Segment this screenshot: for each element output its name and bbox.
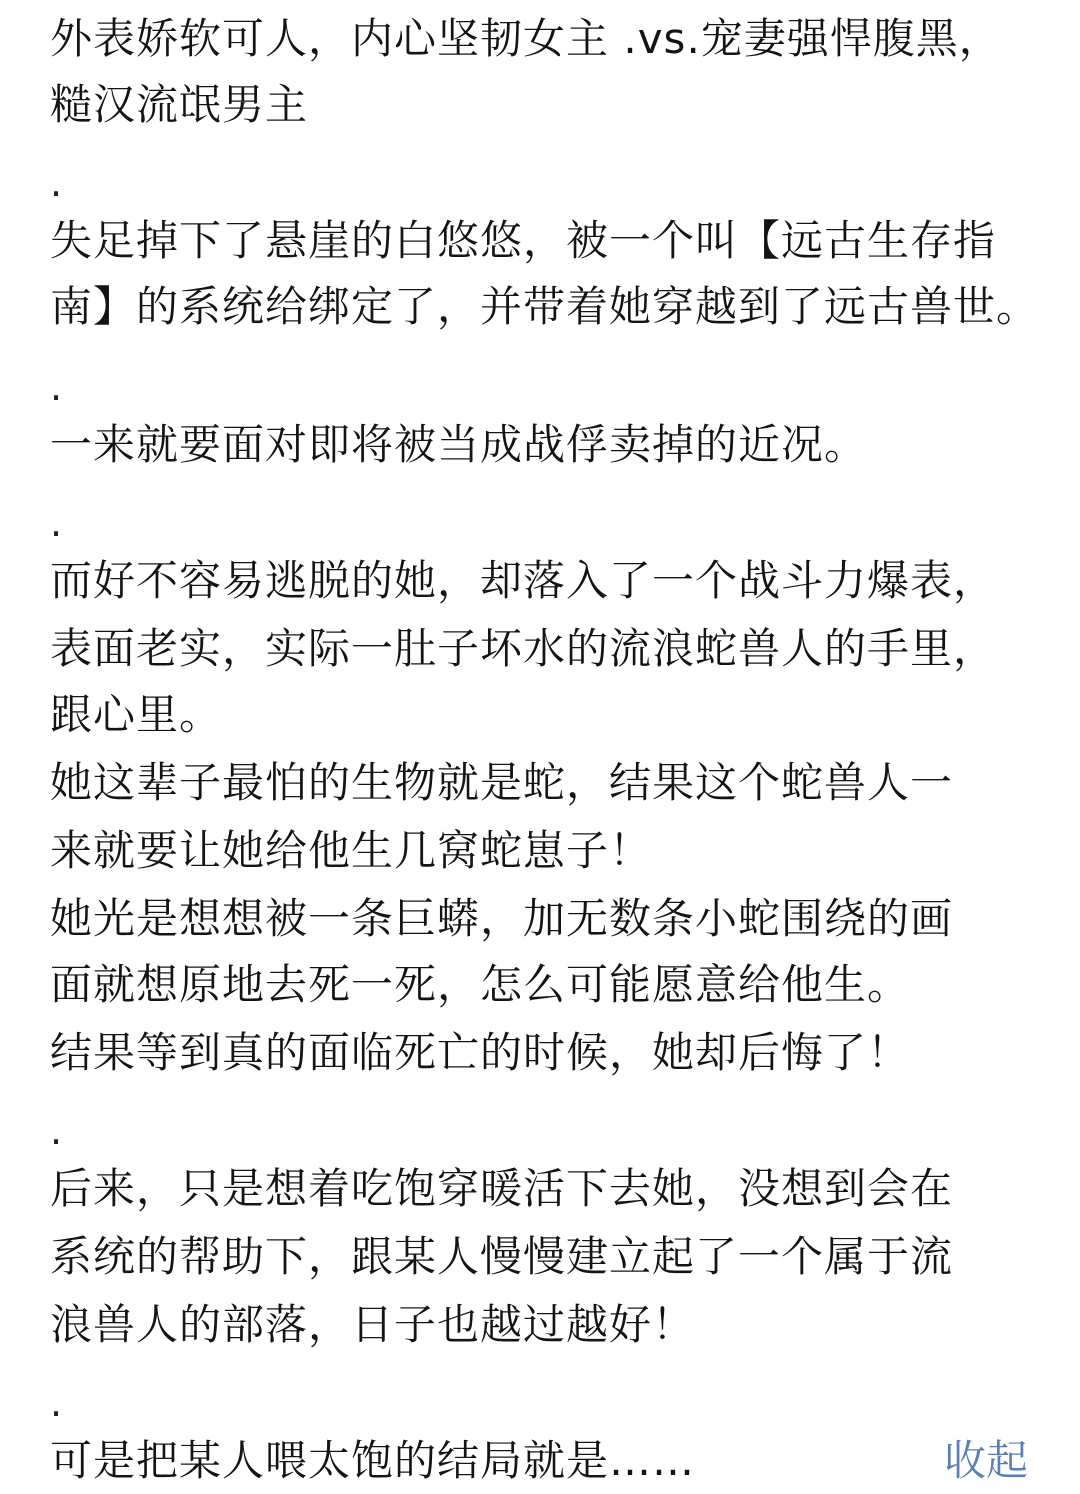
separator-dot: .	[50, 365, 63, 409]
text-line: 跟心里。	[50, 690, 223, 739]
separator-dot: .	[50, 501, 63, 545]
text-line: 南】的系统给绑定了，并带着她穿越到了远古兽世。	[50, 282, 1040, 331]
text-line: 浪兽人的部落，日子也越过越好！	[50, 1300, 696, 1349]
text-line: 来就要让她给他生几窝蛇崽子！	[50, 826, 653, 875]
text-line: 失足掉下了悬崖的白悠悠，被一个叫【远古生存指	[50, 216, 997, 265]
separator-dot: .	[50, 1381, 63, 1425]
text-line: 可是把某人喂太饱的结局就是……	[50, 1436, 696, 1485]
text-line: 她光是想想被一条巨蟒，加无数条小蛇围绕的画	[50, 894, 954, 943]
separator-dot: .	[50, 161, 63, 205]
text-line: 系统的帮助下，跟某人慢慢建立起了一个属于流	[50, 1232, 954, 1281]
separator-dot: .	[50, 1109, 63, 1153]
text-line: 糙汉流氓男主	[50, 80, 309, 129]
text-line: 外表娇软可人，内心坚韧女主 .vs.宠妻强悍腹黑，	[50, 14, 1002, 63]
text-line: 而好不容易逃脱的她，却落入了一个战斗力爆表，	[50, 556, 997, 605]
text-line: 后来，只是想着吃饱穿暖活下去她，没想到会在	[50, 1164, 954, 1213]
collapse-link[interactable]: 收起	[944, 1436, 1029, 1485]
text-line: 她这辈子最怕的生物就是蛇，结果这个蛇兽人一	[50, 758, 954, 807]
text-line: 面就想原地去死一死，怎么可能愿意给他生。	[50, 960, 911, 1009]
text-line: 一来就要面对即将被当成战俘卖掉的近况。	[50, 420, 868, 469]
text-line: 表面老实，实际一肚子坏水的流浪蛇兽人的手里，	[50, 624, 997, 673]
text-line: 结果等到真的面临死亡的时候，她却后悔了！	[50, 1028, 911, 1077]
